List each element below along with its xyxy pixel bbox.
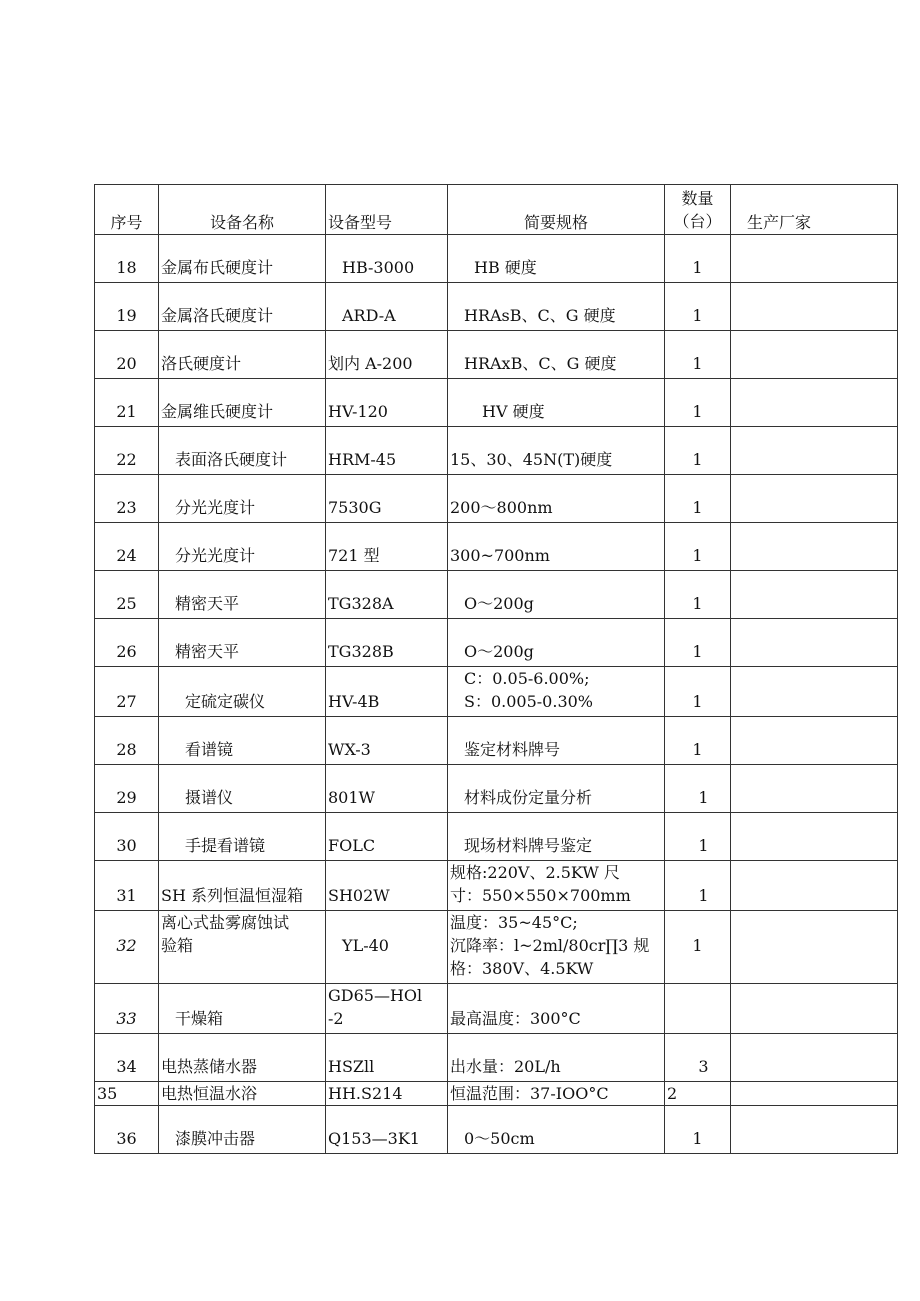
manufacturer <box>731 1034 898 1082</box>
equipment-model: 801W <box>326 765 448 813</box>
equipment-spec: 200～800nm <box>448 475 665 523</box>
equipment-spec: HV 硬度 <box>448 379 665 427</box>
table-row <box>95 717 898 765</box>
equipment-model: 划内 A-200 <box>326 331 448 379</box>
table-row <box>95 1082 898 1106</box>
equipment-quantity: 1 <box>665 911 731 984</box>
row-number: 34 <box>95 1034 159 1082</box>
manufacturer <box>731 765 898 813</box>
equipment-quantity: 1 <box>665 765 731 813</box>
table-row <box>95 235 898 283</box>
equipment-name: 电热恒温水浴 <box>159 1082 326 1106</box>
equipment-quantity: 1 <box>665 331 731 379</box>
equipment-quantity: 1 <box>665 523 731 571</box>
header-name: 设备名称 <box>159 185 326 235</box>
row-number: 32 <box>95 911 159 984</box>
manufacturer <box>731 571 898 619</box>
row-number: 33 <box>95 984 159 1034</box>
table-row <box>95 379 898 427</box>
table-row <box>95 984 898 1034</box>
equipment-name: 金属布氏硬度计 <box>159 235 326 283</box>
equipment-model: Q153—3K1 <box>326 1106 448 1154</box>
header-no: 序号 <box>95 185 159 235</box>
equipment-quantity: 1 <box>665 619 731 667</box>
equipment-spec: HRAxB、C、G 硬度 <box>448 331 665 379</box>
manufacturer <box>731 379 898 427</box>
manufacturer <box>731 427 898 475</box>
equipment-name: 手提看谱镜 <box>159 813 326 861</box>
equipment-spec: 恒温范围：37-IOO°C <box>448 1082 665 1106</box>
equipment-model: SH02W <box>326 861 448 911</box>
row-number: 23 <box>95 475 159 523</box>
equipment-table <box>94 184 898 1154</box>
equipment-spec: O～200g <box>448 619 665 667</box>
equipment-spec: 300~700nm <box>448 523 665 571</box>
equipment-name: 漆膜冲击器 <box>159 1106 326 1154</box>
equipment-name: 洛氏硬度计 <box>159 331 326 379</box>
equipment-name: 金属维氏硬度计 <box>159 379 326 427</box>
equipment-quantity: 1 <box>665 571 731 619</box>
manufacturer <box>731 331 898 379</box>
manufacturer <box>731 717 898 765</box>
equipment-spec: 鉴定材料牌号 <box>448 717 665 765</box>
manufacturer <box>731 911 898 984</box>
equipment-name: 离心式盐雾腐蚀试 验箱 <box>159 911 326 984</box>
table-row <box>95 427 898 475</box>
manufacturer <box>731 523 898 571</box>
equipment-model: HH.S214 <box>326 1082 448 1106</box>
equipment-name: 精密天平 <box>159 619 326 667</box>
manufacturer <box>731 1082 898 1106</box>
manufacturer <box>731 235 898 283</box>
equipment-quantity: 1 <box>665 717 731 765</box>
table-row <box>95 1106 898 1154</box>
row-number: 27 <box>95 667 159 717</box>
table-row <box>95 571 898 619</box>
equipment-name: 表面洛氏硬度计 <box>159 427 326 475</box>
equipment-spec: 0～50cm <box>448 1106 665 1154</box>
table-row <box>95 861 898 911</box>
table-row <box>95 813 898 861</box>
equipment-spec: 温度：35~45°C; 沉降率：l~2ml∕80cr∏3 规 格：380V、4.5KW <box>448 911 665 984</box>
equipment-model: ARD-A <box>326 283 448 331</box>
equipment-quantity: 1 <box>665 235 731 283</box>
equipment-model: 7530G <box>326 475 448 523</box>
equipment-name: 金属洛氏硬度计 <box>159 283 326 331</box>
table-row <box>95 667 898 717</box>
equipment-quantity: 1 <box>665 379 731 427</box>
equipment-name: 定硫定碳仪 <box>159 667 326 717</box>
manufacturer <box>731 861 898 911</box>
row-number: 36 <box>95 1106 159 1154</box>
equipment-quantity: 1 <box>665 283 731 331</box>
equipment-model: YL-40 <box>326 911 448 984</box>
equipment-model: HV-120 <box>326 379 448 427</box>
row-number: 30 <box>95 813 159 861</box>
equipment-spec: HB 硬度 <box>448 235 665 283</box>
equipment-model: TG328A <box>326 571 448 619</box>
manufacturer <box>731 475 898 523</box>
row-number: 20 <box>95 331 159 379</box>
table-row <box>95 765 898 813</box>
row-number: 21 <box>95 379 159 427</box>
table-row <box>95 619 898 667</box>
equipment-model: 721 型 <box>326 523 448 571</box>
header-manufacturer: 生产厂家 <box>731 185 898 235</box>
header-row <box>95 185 898 235</box>
equipment-spec: 规格:220V、2.5KW 尺 寸：550×550×700mm <box>448 861 665 911</box>
table-row <box>95 1034 898 1082</box>
table-row <box>95 331 898 379</box>
equipment-spec: HRAsB、C、G 硬度 <box>448 283 665 331</box>
row-number: 29 <box>95 765 159 813</box>
manufacturer <box>731 619 898 667</box>
equipment-name: 电热蒸储水器 <box>159 1034 326 1082</box>
row-number: 35 <box>95 1082 159 1106</box>
equipment-name: 摄谱仪 <box>159 765 326 813</box>
header-qty: 数量 （台） <box>665 185 731 235</box>
table-row <box>95 911 898 984</box>
manufacturer <box>731 984 898 1034</box>
equipment-spec: 材料成份定量分析 <box>448 765 665 813</box>
equipment-quantity: 1 <box>665 861 731 911</box>
equipment-model: HSZll <box>326 1034 448 1082</box>
row-number: 24 <box>95 523 159 571</box>
equipment-name: 精密天平 <box>159 571 326 619</box>
manufacturer <box>731 283 898 331</box>
equipment-model: FOLC <box>326 813 448 861</box>
header-model: 设备型号 <box>326 185 448 235</box>
equipment-name: 分光光度计 <box>159 475 326 523</box>
equipment-quantity <box>665 984 731 1034</box>
equipment-model: WX-3 <box>326 717 448 765</box>
equipment-model: GD65—HOl -2 <box>326 984 448 1034</box>
table-row <box>95 283 898 331</box>
equipment-spec: 出水量：20L∕h <box>448 1034 665 1082</box>
header-spec: 简要规格 <box>448 185 665 235</box>
manufacturer <box>731 667 898 717</box>
equipment-model: HRM-45 <box>326 427 448 475</box>
equipment-quantity: 1 <box>665 427 731 475</box>
equipment-quantity: 2 <box>665 1082 731 1106</box>
manufacturer <box>731 1106 898 1154</box>
row-number: 26 <box>95 619 159 667</box>
row-number: 19 <box>95 283 159 331</box>
equipment-spec: 15、30、45N(T)硬度 <box>448 427 665 475</box>
equipment-quantity: 3 <box>665 1034 731 1082</box>
equipment-model: TG328B <box>326 619 448 667</box>
manufacturer <box>731 813 898 861</box>
row-number: 25 <box>95 571 159 619</box>
row-number: 28 <box>95 717 159 765</box>
equipment-quantity: 1 <box>665 1106 731 1154</box>
equipment-name: 分光光度计 <box>159 523 326 571</box>
table-row <box>95 523 898 571</box>
equipment-spec: 最高温度：300°C <box>448 984 665 1034</box>
equipment-quantity: 1 <box>665 475 731 523</box>
equipment-name: SH 系列恒温恒湿箱 <box>159 861 326 911</box>
row-number: 22 <box>95 427 159 475</box>
table-row <box>95 475 898 523</box>
row-number: 31 <box>95 861 159 911</box>
equipment-spec: O～200g <box>448 571 665 619</box>
equipment-spec: C：0.05-6.00%; S：0.005-0.30% <box>448 667 665 717</box>
equipment-model: HV-4B <box>326 667 448 717</box>
equipment-quantity: 1 <box>665 813 731 861</box>
row-number: 18 <box>95 235 159 283</box>
equipment-name: 看谱镜 <box>159 717 326 765</box>
equipment-quantity: 1 <box>665 667 731 717</box>
equipment-model: HB-3000 <box>326 235 448 283</box>
equipment-name: 干燥箱 <box>159 984 326 1034</box>
equipment-spec: 现场材料牌号鉴定 <box>448 813 665 861</box>
